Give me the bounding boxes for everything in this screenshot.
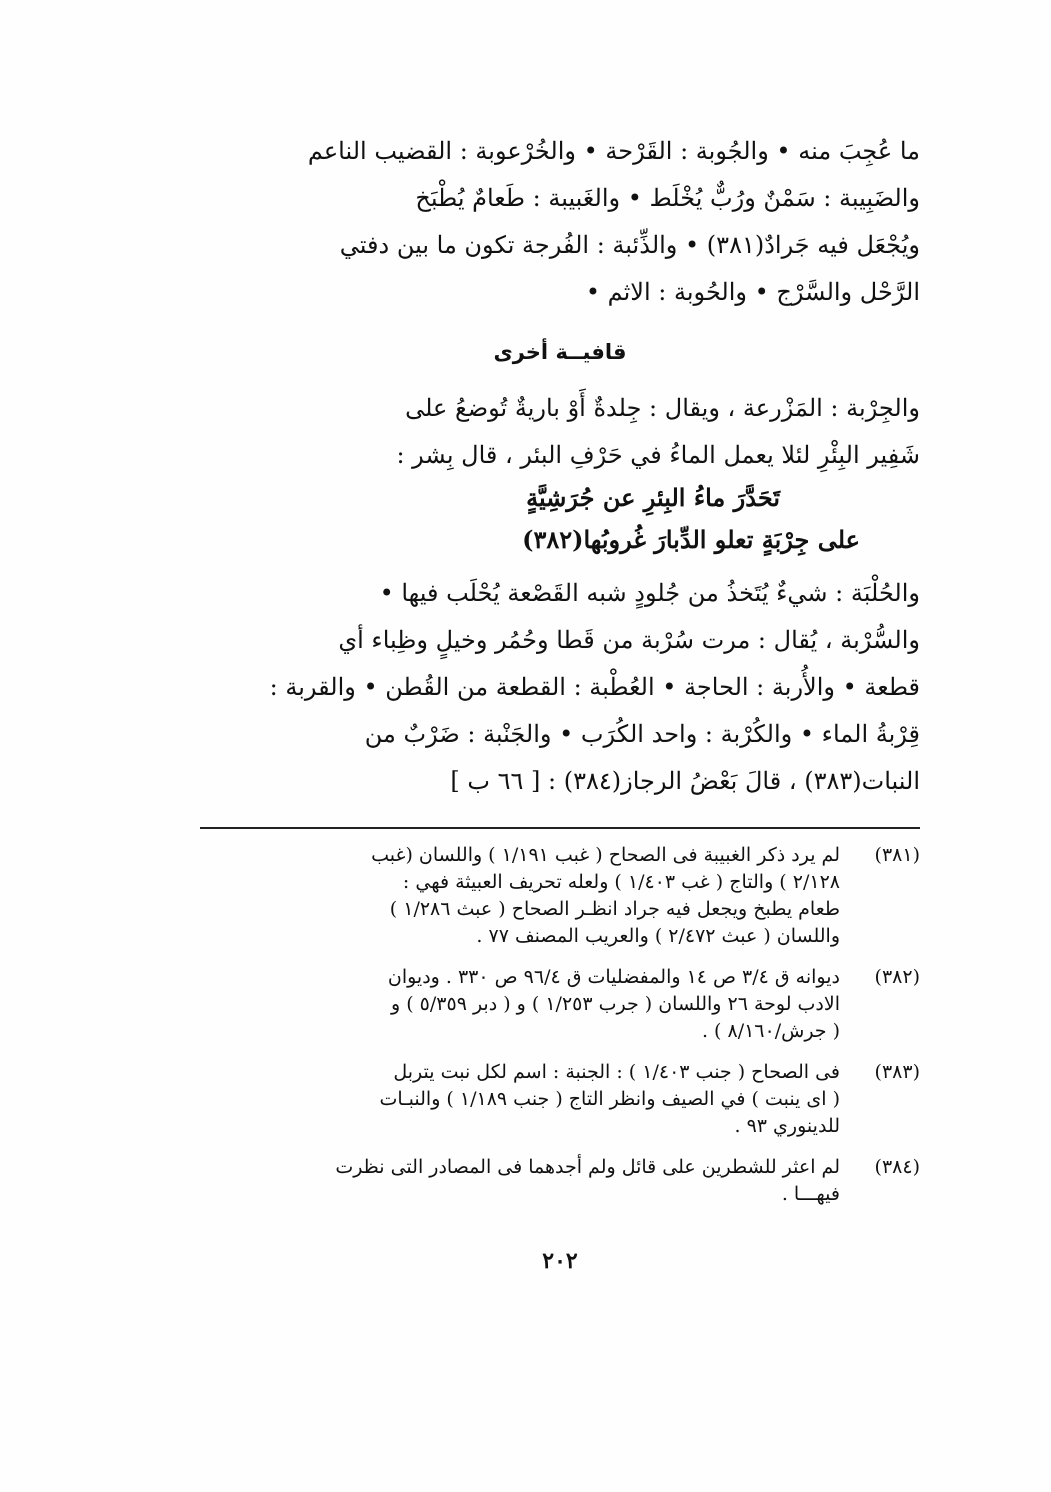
footnote bbox=[200, 1059, 920, 1140]
paragraph-1 bbox=[200, 128, 920, 316]
footnote-line: فيهـــا . bbox=[781, 1183, 840, 1205]
footnote bbox=[200, 964, 920, 1045]
footnote-number: (٣٨٢) bbox=[874, 966, 920, 988]
poem-verse bbox=[200, 477, 920, 561]
text-line: والحُلْبَة : شيءٌ يُتَخذُ من جُلودٍ شبه القَصْعة يُحْلَب فيها • bbox=[379, 579, 920, 607]
text-line: النبات(٣٨٣) ، قالَ بَعْضُ الرجاز(٣٨٤) : [ ٦٦ ب ] bbox=[450, 767, 920, 795]
footnote-number: (٣٨١) bbox=[874, 844, 920, 866]
section-heading: قافيــة أخرى bbox=[493, 340, 627, 364]
text-line: ما عُجِبَ منه • والجُوبة : القَرْحة • والخُرْعوبة : القضيب الناعم bbox=[307, 137, 920, 165]
text-line: شَفِير البِئْرِ لئلا يعمل الماءُ في حَرْفِ البئر ، قال بِشر : bbox=[396, 441, 920, 469]
footnote-line: ديوانه ق ٣/٤ ص ١٤ والمفضليات ق ٩٦/٤ ص ٣٣٠ . وديوان bbox=[387, 966, 840, 988]
text-line: قِرْبةُ الماء • والكُرْبة : واحد الكُرَب • والجَنْبة : ضَرْبٌ من bbox=[364, 720, 920, 748]
footnote-line: للدينوري ٩٣ . bbox=[734, 1115, 840, 1137]
footnote-number: (٣٨٣) bbox=[874, 1061, 920, 1083]
footnote-line: واللسان ( عبث ٢/٤٧٢ ) والعريب المصنف ٧٧ . bbox=[476, 925, 840, 947]
text-line: قطعة • والأُربة : الحاجة • العُطْبة : القطعة من القُطن • والقربة : bbox=[269, 673, 920, 701]
paragraph-2 bbox=[200, 385, 920, 479]
page-number: ٢٠٢ bbox=[542, 1248, 578, 1274]
text-line: والجِرْبة : المَزْرعة ، ويقال : جِلدةٌ أَوْ باريةٌ تُوضعُ على bbox=[405, 394, 920, 422]
footnote-divider bbox=[200, 827, 920, 829]
footnote bbox=[200, 842, 920, 950]
paragraph-3 bbox=[200, 570, 920, 805]
text-line: والضَبِيبة : سَمْنٌ ورُبٌّ يُخْلَط • والغَبيبة : طَعامٌ يُطْبَخ bbox=[415, 184, 920, 212]
footnote-line: لم اعثر للشطرين على قائل ولم أجدهما فى المصادر التى نظرت bbox=[335, 1156, 840, 1178]
footnote-line: الادب لوحة ٢٦ واللسان ( جرب ١/٢٥٣ ) و ( دبر ٥/٣٥٩ ) و bbox=[391, 993, 840, 1015]
footnote-line: ٢/١٢٨ ) والتاج ( غب ١/٤٠٣ ) ولعله تحريف العبيثة فهي : bbox=[402, 871, 840, 893]
footnote-line: طعام يطبخ ويجعل فيه جراد انظـر الصحاح ( عبث ١/٢٨٦ ) bbox=[389, 898, 840, 920]
verse-hemistich-1: تَحَدَّرَ ماءُ البِئرِ عن جُرَشِيَّةٍ bbox=[526, 483, 780, 512]
footnote-line: فى الصحاح ( جنب ١/٤٠٣ ) : الجنبة : اسم لكل نبت يتربل bbox=[393, 1061, 840, 1083]
footnotes bbox=[200, 842, 920, 1222]
footnote-line: ( جرش/٨/١٦٠ ) . bbox=[701, 1020, 840, 1042]
footnote-line: لم يرد ذكر الغبيبة فى الصحاح ( غبب ١/١٩١ ) واللسان (غبب bbox=[371, 844, 840, 866]
text-line: والسُّرْبة ، يُقال : مرت سُرْبة من قَطا وحُمُر وخيلٍ وظِباء أي bbox=[338, 626, 920, 654]
text-line: الرَّحْل والسَّرْج • والحُوبة : الاثم • bbox=[585, 278, 920, 306]
text-line: ويُجْعَل فيه جَرادٌ(٣٨١) • والذِّئبة : الفُرجة تكون ما بين دفتي bbox=[339, 231, 920, 259]
footnote bbox=[200, 1154, 920, 1208]
footnote-number: (٣٨٤) bbox=[874, 1156, 920, 1178]
footnote-line: ( اى ينبت ) في الصيف وانظر التاج ( جنب ١/١٨٩ ) والنبـات bbox=[379, 1088, 840, 1110]
verse-hemistich-2: على جِرْبَةٍ تعلو الدِّبارَ غُروبُها(٣٨٢) bbox=[522, 525, 860, 554]
